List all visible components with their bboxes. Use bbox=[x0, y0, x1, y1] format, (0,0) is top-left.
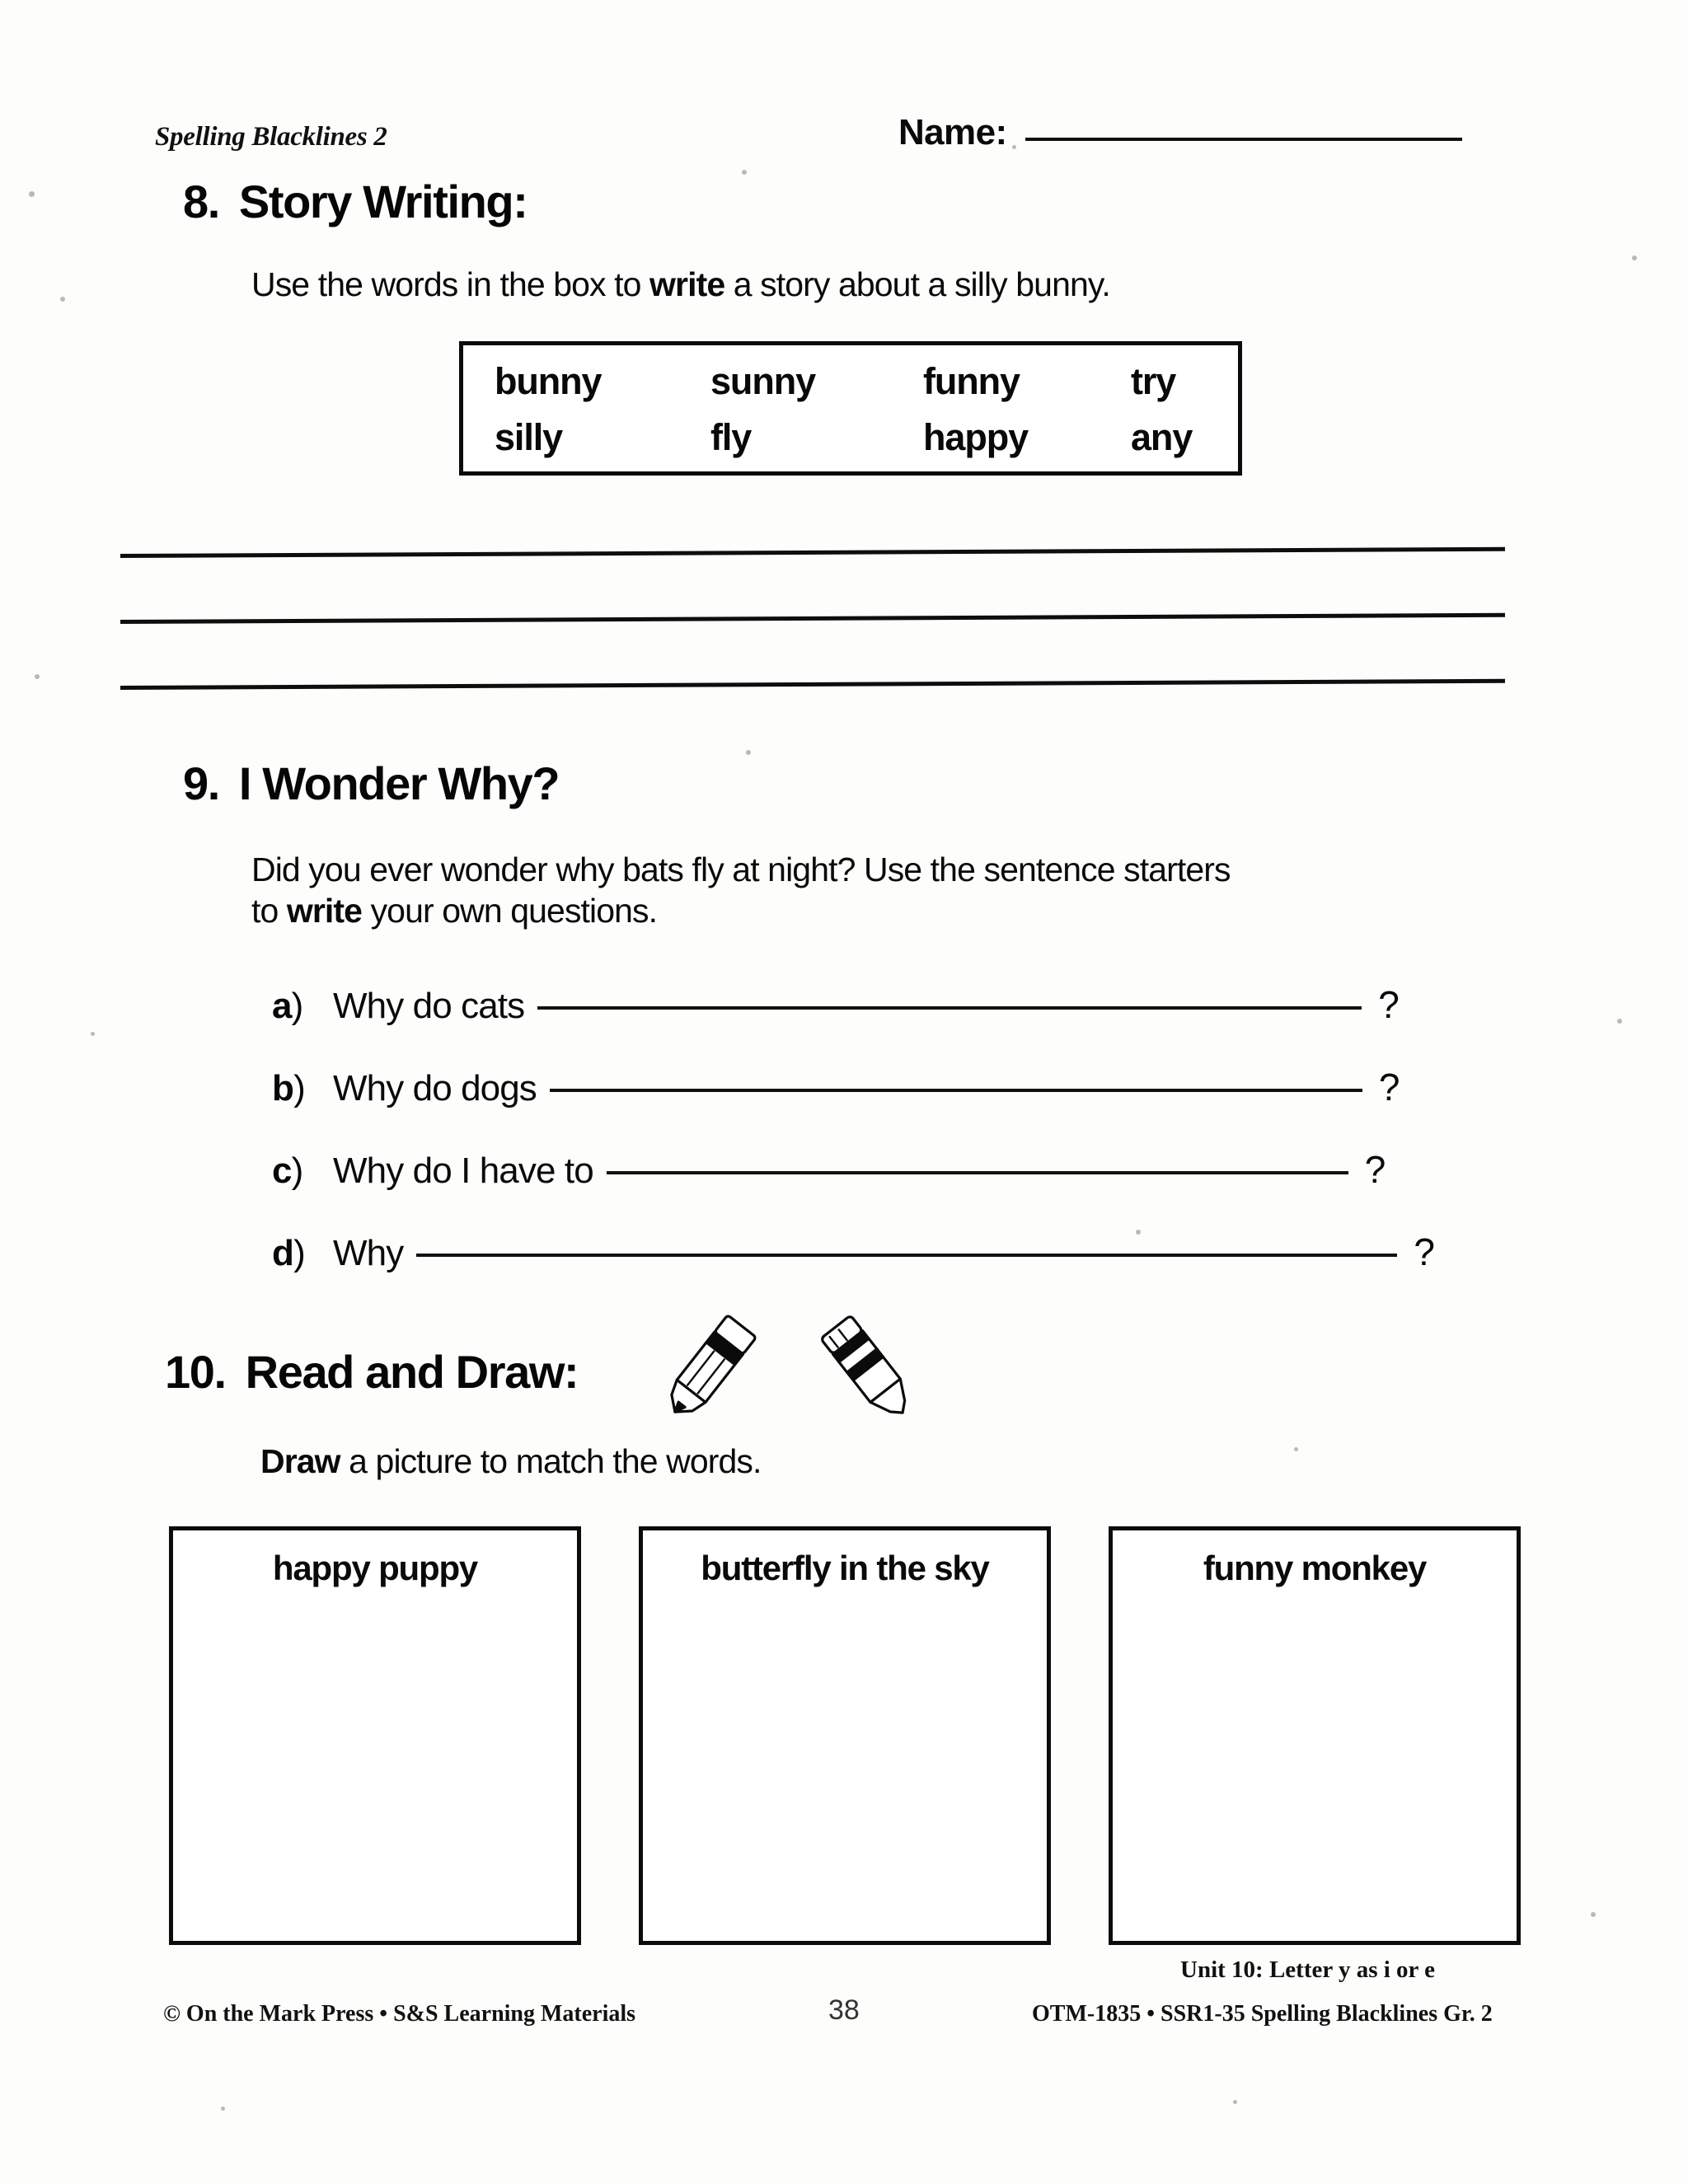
draw-box-label: funny monkey bbox=[1203, 1549, 1427, 1587]
question-item-a bbox=[272, 982, 1400, 1027]
question-item-b bbox=[272, 1065, 1400, 1109]
draw-box-3[interactable] bbox=[1109, 1526, 1521, 1945]
item-letter-paren: ) bbox=[291, 1151, 303, 1191]
item-letter-a bbox=[272, 986, 333, 1027]
scan-speck bbox=[746, 750, 751, 755]
section-9-instruction bbox=[251, 849, 1504, 931]
question-starter-c: Why do I have to bbox=[333, 1151, 593, 1191]
word-bank-box bbox=[459, 341, 1242, 476]
footer-copyright: © On the Mark Press • S&S Learning Materials bbox=[163, 2001, 636, 2027]
section-8-instruction bbox=[251, 264, 1488, 305]
story-write-line[interactable] bbox=[120, 679, 1505, 690]
item-letter-char: d bbox=[272, 1233, 294, 1273]
section-9-heading bbox=[183, 757, 559, 810]
section-10-title: Read and Draw: bbox=[245, 1346, 579, 1398]
item-letter-char: a bbox=[272, 986, 292, 1026]
footer-page-number: 38 bbox=[828, 1994, 860, 2026]
item-letter-b bbox=[272, 1068, 333, 1109]
item-letter-paren: ) bbox=[293, 1068, 305, 1108]
scan-speck bbox=[221, 2107, 225, 2111]
instruction-rest: a picture to match the words. bbox=[340, 1442, 762, 1480]
answer-write-line-a[interactable] bbox=[537, 1006, 1362, 1010]
scan-speck bbox=[29, 191, 35, 197]
item-letter-paren: ) bbox=[291, 986, 303, 1026]
story-write-line[interactable] bbox=[120, 547, 1505, 558]
instruction-line-2-prefix: to bbox=[251, 892, 287, 930]
instruction-line-2-suffix: your own questions. bbox=[362, 892, 658, 930]
question-starter-a: Why do cats bbox=[333, 986, 525, 1026]
answer-write-line-b[interactable] bbox=[550, 1089, 1362, 1092]
word-bank-item: any bbox=[1131, 415, 1193, 458]
word-bank-item: funny bbox=[923, 360, 1020, 402]
draw-box-label: happy puppy bbox=[272, 1549, 478, 1587]
scan-speck bbox=[1632, 255, 1637, 260]
instruction-emphasis: Draw bbox=[260, 1442, 340, 1480]
section-9-number: 9. bbox=[183, 757, 219, 809]
instruction-line-1: Did you ever wonder why bats fly at night? Use the sentence starters bbox=[251, 851, 1231, 888]
scan-speck bbox=[1591, 1912, 1596, 1917]
book-title: Spelling Blacklines 2 bbox=[155, 122, 387, 152]
draw-box-2[interactable] bbox=[639, 1526, 1051, 1945]
question-item-c bbox=[272, 1147, 1386, 1192]
footer-code: OTM-1835 • SSR1-35 Spelling Blacklines Gr. 2 bbox=[1032, 2001, 1493, 2027]
question-mark-c: ? bbox=[1364, 1148, 1386, 1191]
word-bank-item: try bbox=[1131, 360, 1176, 402]
answer-write-line-c[interactable] bbox=[607, 1171, 1348, 1174]
question-item-d bbox=[272, 1230, 1435, 1274]
word-bank-item: bunny bbox=[495, 360, 602, 402]
word-bank-grid bbox=[495, 355, 1192, 464]
question-mark-d: ? bbox=[1414, 1230, 1435, 1273]
section-8-number: 8. bbox=[183, 176, 219, 227]
draw-box-1[interactable] bbox=[169, 1526, 581, 1945]
item-letter-d bbox=[272, 1233, 333, 1274]
question-mark-a: ? bbox=[1378, 983, 1400, 1026]
draw-box-label: butterfly in the sky bbox=[701, 1549, 989, 1587]
section-10-instruction bbox=[260, 1441, 1414, 1482]
answer-write-line-d[interactable] bbox=[416, 1254, 1397, 1257]
question-mark-b: ? bbox=[1378, 1066, 1400, 1108]
instruction-prefix: Use the words in the box to bbox=[251, 265, 650, 303]
instruction-emphasis: write bbox=[286, 892, 363, 930]
scan-speck bbox=[35, 674, 40, 679]
word-bank-item: fly bbox=[710, 415, 752, 458]
section-10-heading bbox=[165, 1345, 578, 1399]
word-bank-item: happy bbox=[923, 415, 1029, 458]
instruction-emphasis: write bbox=[649, 265, 725, 303]
scan-speck bbox=[60, 297, 65, 302]
word-bank-item: silly bbox=[495, 415, 563, 458]
question-starter-d: Why bbox=[333, 1233, 404, 1273]
name-label: Name: bbox=[898, 112, 1007, 152]
section-8-title: Story Writing: bbox=[238, 176, 528, 227]
word-bank-item: sunny bbox=[710, 360, 816, 402]
scan-speck bbox=[742, 170, 747, 175]
item-letter-char: c bbox=[272, 1151, 292, 1191]
section-9-title: I Wonder Why? bbox=[238, 757, 560, 809]
section-10-number: 10. bbox=[165, 1346, 226, 1398]
story-write-line[interactable] bbox=[120, 613, 1505, 624]
instruction-suffix: a story about a silly bunny. bbox=[724, 265, 1110, 303]
scan-speck bbox=[1617, 1019, 1622, 1024]
name-field[interactable] bbox=[898, 112, 1462, 153]
item-letter-char: b bbox=[272, 1068, 294, 1108]
question-starter-b: Why do dogs bbox=[333, 1068, 537, 1108]
scan-speck bbox=[1233, 2100, 1237, 2104]
name-write-line[interactable] bbox=[1025, 138, 1462, 141]
item-letter-c bbox=[272, 1151, 333, 1192]
pencil-and-crayon-icon bbox=[659, 1309, 940, 1424]
section-8-heading bbox=[183, 175, 527, 228]
footer-unit: Unit 10: Letter y as i or e bbox=[1180, 1957, 1436, 1983]
scan-speck bbox=[91, 1032, 95, 1036]
item-letter-paren: ) bbox=[293, 1233, 305, 1273]
